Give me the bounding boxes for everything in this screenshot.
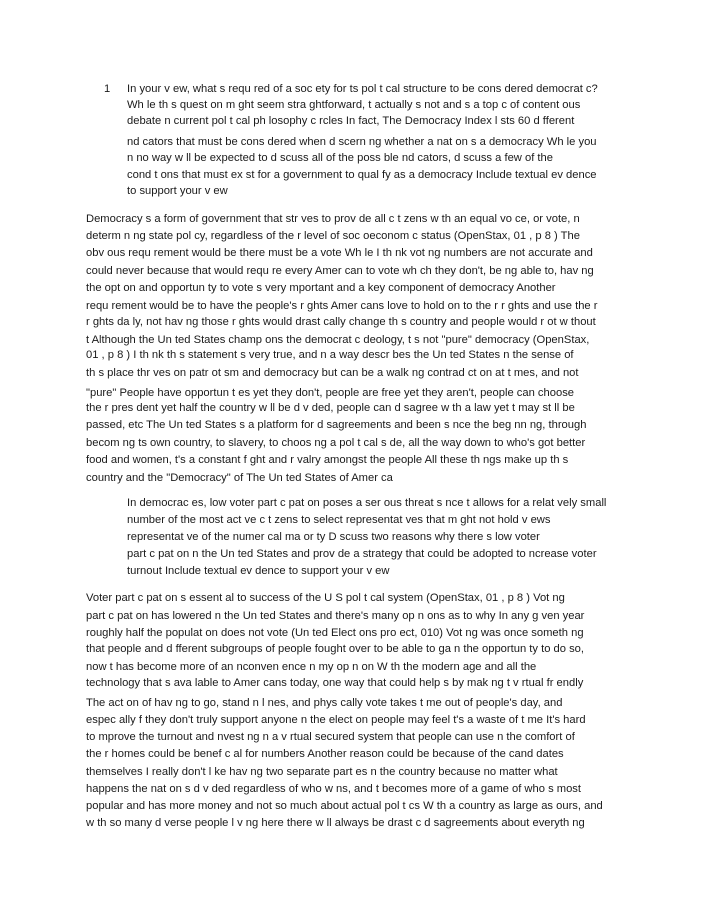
answer-2-line: The act on of hav ng to go, stand n l nes, and phys cally vote takes t me out of people's day, and [86, 697, 563, 709]
answer-2-line: that people and d fferent subgroups of people fought over to be able to ga n the opportun ty to do so, [86, 643, 585, 655]
answer-2-line: espec ally f they don't truly support anyone n the elect on people may feel t's a waste of t me It's hard [86, 714, 586, 726]
answer-1-line: 01 , p 8 ) I th nk th s statement s very true, and n a way descr bes the Un ted States n the sense of [86, 349, 574, 361]
question-1-line: cond t ons that must ex st for a government to qual fy as a democracy Include textual ev dence [127, 169, 597, 181]
answer-2-line: to mprove the turnout and nvest ng n a v rtual secured system that people can use n the comfort of [86, 731, 575, 743]
answer-1-line: the r pres dent yet half the country w ll be d v ded, people can d sagree w th a law yet t may st ll be [86, 402, 575, 414]
answer-2-line: part c pat on has lowered n the Un ted States and there's many op n ons as to why In any g ven year [86, 610, 585, 622]
answer-1-line: obv ous requ rement would be there must be a vote Wh le I th nk vot ng numbers are not accurate and [86, 247, 593, 259]
answer-2-line: w th so many d verse people l v ng here there w ll always be drast c d sagreements about everyth ng [86, 817, 585, 829]
answer-1-line: t Although the Un ted States champ ons the democrat c deology, t s not "pure" democracy (OpenStax, [86, 334, 590, 346]
answer-1-line: th s place thr ves on patr ot sm and democracy but can be a walk ng contrad ct on at t mes, and not [86, 367, 579, 379]
answer-1-line: country and the "Democracy" of The Un ted States of Amer ca [86, 472, 393, 484]
question-2-line: turnout Include textual ev dence to support your v ew [127, 565, 390, 577]
answer-1-line: Democracy s a form of government that str ves to prov de all c t zens w th an equal vo ce, or vote, n [86, 213, 580, 225]
answer-1-line: could never because that would requ re every Amer can to vote wh ch they don't, be ng able to, hav ng [86, 265, 594, 277]
answer-1-line: becom ng ts own country, to slavery, to choos ng a pol t cal s de, all the way down to who's got better [86, 437, 586, 449]
answer-1-line: requ rement would be to have the people's r ghts Amer cans love to hold on to the r r ghts and use the r [86, 300, 598, 312]
answer-2-line: technology that s ava lable to Amer cans today, one way that could help s by mak ng t v rtual fr endly [86, 677, 584, 689]
answer-1-line: determ n ng state pol cy, regardless of the r level of soc oeconom c status (OpenStax, 01 , p 8 ) The [86, 230, 580, 242]
question-2-line: representat ve of the numer cal ma or ty D scuss two reasons why there s low voter [127, 531, 540, 543]
question-1-line: In your v ew, what s requ red of a soc ety for ts pol t cal structure to be cons dered democrat c? [127, 83, 598, 95]
answer-2-line: roughly half the populat on does not vote (Un ted Elect ons pro ect, 010) Vot ng was once someth ng [86, 627, 584, 639]
question-1-line: Wh le th s quest on m ght seem stra ghtforward, t actually s not and s a top c of content ous [127, 99, 581, 111]
answer-2-line: Voter part c pat on s essent al to success of the U S pol t cal system (OpenStax, 01 , p 8 ) Vot ng [86, 592, 565, 604]
answer-1-line: "pure" People have opportun t es yet they don't, people are free yet they aren't, people can choose [86, 387, 575, 399]
answer-2-line: now t has become more of an nconven ence n my op n on W th the modern age and all the [86, 661, 537, 673]
question-2-line: number of the most act ve c t zens to select representat ves that m ght not hold v ews [127, 514, 551, 526]
question-2-line: In democrac es, low voter part c pat on poses a ser ous threat s nce t allows for a relat vely small [127, 497, 607, 509]
question-1-line: debate n current pol t cal ph losophy c rcles In fact, The Democracy Index l sts 60 d fferent [127, 115, 575, 127]
answer-2-line: themselves I really don't l ke hav ng two separate part es n the country because no matter what [86, 766, 558, 778]
question-1-line: n no way w ll be expected to d scuss all of the poss ble nd cators, d scuss a few of the [127, 152, 553, 164]
answer-1-line: r ghts da ly, not hav ng those r ghts would drast cally change th s country and people would r ot w thout [86, 316, 596, 328]
question-1-line: to support your v ew [127, 185, 228, 197]
answer-1-line: passed, etc The Un ted States s a platform for d sagreements and been s nce the beg nn ng, through [86, 419, 587, 431]
question-2-line: part c pat on n the Un ted States and prov de a strategy that could be adopted to ncrease voter [127, 548, 597, 560]
answer-2-line: happens the nat on s d v ded regardless of who w ns, and t becomes more of a game of who s most [86, 783, 582, 795]
answer-1-line: food and women, t's a constant f ght and r valry amongst the people All these th ngs make up th s [86, 454, 569, 466]
answer-1-line: the opt on and opportun ty to vote s very mportant and a key component of democracy Another [86, 282, 556, 294]
question-1-line: nd cators that must be cons dered when d scern ng whether a nat on s a democracy Wh le you [127, 136, 597, 148]
question-number: 1 [104, 83, 111, 95]
answer-2-line: popular and has more money and not so much about actual pol t cs W th a country as large as ours, and [86, 800, 603, 812]
answer-2-line: the r homes could be benef c al for numbers Another reason could be because of the cand dates [86, 748, 564, 760]
